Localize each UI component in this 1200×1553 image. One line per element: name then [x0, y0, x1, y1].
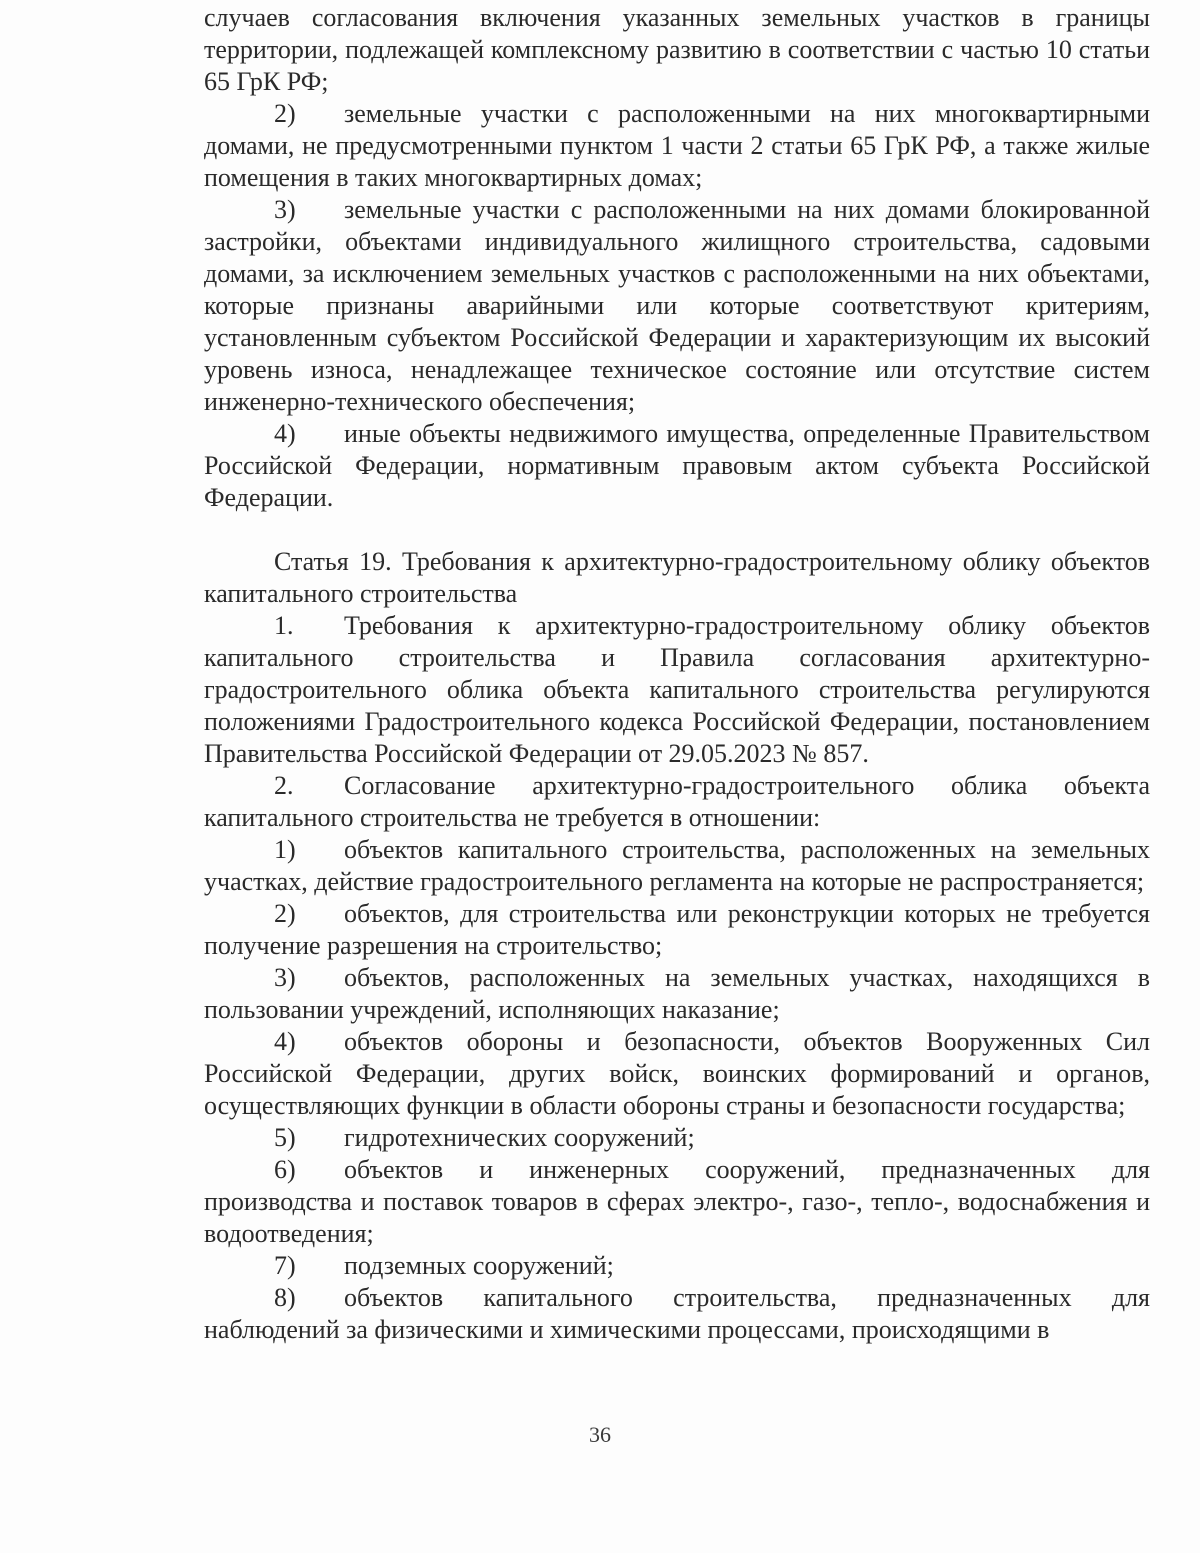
list-item-number: 2)	[274, 899, 296, 928]
list-item-number: 1)	[274, 835, 296, 864]
article-title: Статья 19. Требования к архитектурно-градостроительному облику объектов капитального строительства	[204, 547, 1150, 608]
list-item-number: 7)	[274, 1251, 296, 1280]
list-item	[204, 962, 1150, 1026]
article-point	[204, 610, 1150, 770]
list-item-number: 8)	[274, 1283, 296, 1312]
list-item-text: объектов, расположенных на земельных участках, находящихся в пользовании учреждений, исполняющих наказание;	[204, 963, 1150, 1024]
list-item-number: 5)	[274, 1123, 296, 1152]
list-item-text: подземных сооружений;	[344, 1251, 614, 1280]
list-item	[204, 1122, 1150, 1154]
list-item-text: земельные участки с расположенными на них домами блокированной застройки, объектами индивидуального жилищного строительства, садовыми домами, за исключением земельных участков с расположенными на них объектами, которые признаны аварийными или которые соответствуют критериям, установленным субъектом Российской Федерации и характеризующим их высокий уровень износа, ненадлежащее техническое состояние или отсутствие систем инженерно-технического обеспечения;	[204, 195, 1150, 416]
list-item-text: объектов и инженерных сооружений, предназначенных для производства и поставок товаров в сферах электро-, газо-, тепло-, водоснабжения и водоотведения;	[204, 1155, 1150, 1248]
list-item-text: земельные участки с расположенными на них многоквартирными домами, не предусмотренными пунктом 1 части 2 статьи 65 ГрК РФ, а также жилые помещения в таких многоквартирных домах;	[204, 99, 1150, 192]
list-item	[204, 418, 1150, 514]
list-item-number: 6)	[274, 1155, 296, 1184]
list-item-text: гидротехнических сооружений;	[344, 1123, 695, 1152]
list-item	[204, 1026, 1150, 1122]
section-gap	[204, 514, 1150, 546]
list-item	[204, 194, 1150, 418]
list-item	[204, 1250, 1150, 1282]
article-point-text: Требования к архитектурно-градостроительному облику объектов капитального строительства и Правила согласования архитектурно-градостроительного облика объекта капитального строительства регулируются положениями Градостроительного кодекса Российской Федерации, постановлением Правительства Российской Федерации от 29.05.2023 № 857.	[204, 611, 1150, 768]
list-item	[204, 1282, 1150, 1346]
intro-paragraph: случаев согласования включения указанных земельных участков в границы территории, подлежащей комплексному развитию в соответствии с частью 10 статьи 65 ГрК РФ;	[204, 3, 1150, 96]
list-item	[204, 98, 1150, 194]
list-item	[204, 1154, 1150, 1250]
list-item-number: 3)	[274, 963, 296, 992]
list-item-text: иные объекты недвижимого имущества, определенные Правительством Российской Федерации, нормативным правовым актом субъекта Российской Федерации.	[204, 419, 1150, 512]
list-item-number: 4)	[274, 419, 296, 448]
article-point-text: Согласование архитектурно-градостроительного облика объекта капитального строительства не требуется в отношении:	[204, 771, 1150, 832]
list-item-text: объектов, для строительства или реконструкции которых не требуется получение разрешения на строительство;	[204, 899, 1150, 960]
document-body	[204, 2, 1150, 1346]
page-number: 36	[589, 1422, 611, 1447]
article-point-number: 1.	[274, 611, 294, 640]
list-item-number: 4)	[274, 1027, 296, 1056]
list-item	[204, 834, 1150, 898]
list-item-number: 2)	[274, 99, 296, 128]
list-item-number: 3)	[274, 195, 296, 224]
list-item-text: объектов капитального строительства, предназначенных для наблюдений за физическими и химическими процессами, происходящими в	[204, 1283, 1150, 1344]
article-point	[204, 770, 1150, 834]
article-point-number: 2.	[274, 771, 294, 800]
list-item-text: объектов капитального строительства, расположенных на земельных участках, действие градостроительного регламента на которые не распространяется;	[204, 835, 1150, 896]
list-item	[204, 898, 1150, 962]
list-item-text: объектов обороны и безопасности, объектов Вооруженных Сил Российской Федерации, других войск, воинских формирований и органов, осуществляющих функции в области обороны страны и безопасности государства;	[204, 1027, 1150, 1120]
